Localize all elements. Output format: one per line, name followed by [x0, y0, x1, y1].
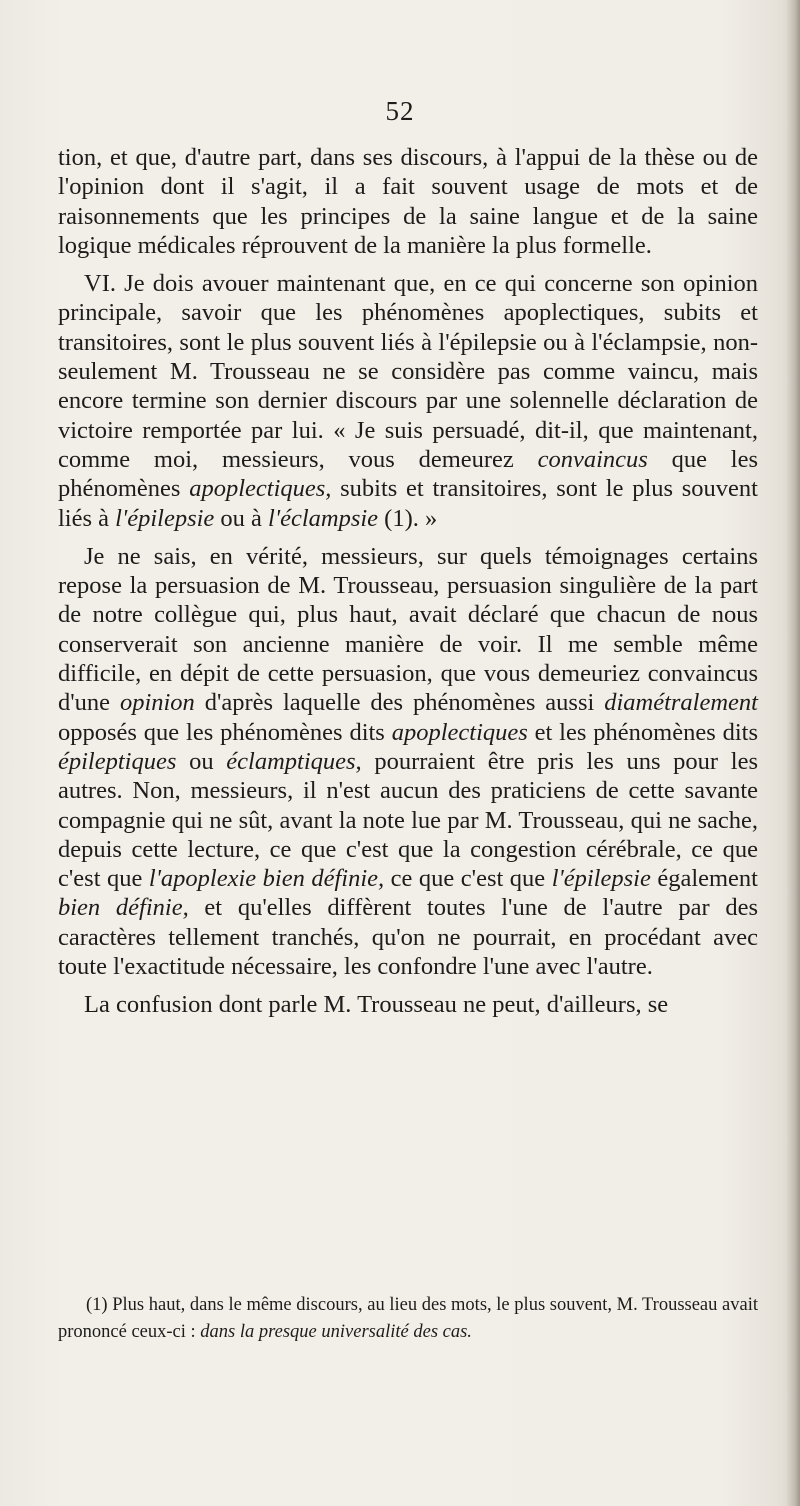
italic-run: l'apoplexie bien définie,: [148, 865, 385, 893]
italic-run: opinion: [119, 689, 195, 717]
page-number: 52: [385, 96, 415, 126]
italic-run: diamétralement: [604, 689, 758, 717]
body-text: [58, 143, 758, 1020]
italic-run: l'éclampsie: [268, 504, 379, 532]
italic-run: apoplectiques: [391, 718, 528, 746]
footnote: [58, 1292, 758, 1346]
paragraph-4: [58, 990, 758, 1019]
text-run: pourraient être pris les uns pour les autres. Non, messieurs, il n'est aucun des praticiens de cette savante compagnie qui ne sût, avant la note lue par M. Trousseau, qui ne sache, depuis cette lecture, ce que c'est que la congestion cérébrale, ce que c'est que: [58, 747, 758, 893]
page-edge-shadow: [786, 0, 800, 1506]
italic-run: bien définie,: [58, 894, 189, 922]
paragraph-1: [58, 143, 758, 260]
italic-run: éclamptiques,: [226, 747, 362, 775]
paragraph-2: [58, 269, 758, 533]
paragraph-3: [58, 542, 758, 981]
italic-run: dans la presque universalité des cas.: [200, 1322, 472, 1342]
text-run: ce que c'est que: [384, 865, 552, 893]
text-run: VI. Je dois avouer maintenant que, en ce qui concerne son opinion principale, savoir que les phénomènes apoplectiques, subits et transitoires, sont le plus souvent liés à l'épilepsie ou à l'éclampsie, non-seulement M. Trousseau ne se considère pas comme vaincu, mais encore termine son dernier discours par une solennelle déclaration de victoire remportée par lui. « Je suis persuadé, dit-il, que maintenant, comme moi, messieurs, vous demeurez: [58, 270, 758, 473]
text-run: tion, et que, d'autre part, dans ses discours, à l'appui de la thèse ou de l'opinion dont il s'agit, il a fait souvent usage de mots et de raisonnements que les principes de la saine langue et de la saine logique médicales réprouvent de la manière la plus formelle.: [58, 144, 758, 259]
text-run: subits et transitoires, sont le plus souvent liés à: [58, 475, 758, 532]
italic-run: apoplectiques,: [189, 475, 332, 503]
text-run: (1). »: [378, 504, 438, 532]
text-run: ou: [176, 747, 227, 775]
text-run: opposés que les phénomènes dits: [58, 718, 392, 746]
text-run: que les phénomènes: [58, 445, 758, 503]
italic-run: épileptiques: [58, 747, 177, 775]
italic-run: convaincus: [537, 445, 648, 473]
footnote-text: [58, 1292, 758, 1346]
text-run: (1) Plus haut, dans le même discours, au lieu des mots, le plus souvent, M. Trousseau avait prononcé ceux-ci :: [58, 1295, 758, 1342]
text-run: La confusion dont parle M. Trousseau ne peut, d'ailleurs, se: [84, 991, 669, 1019]
text-run: également: [650, 865, 758, 893]
italic-run: l'épilepsie: [115, 504, 215, 532]
italic-run: l'épilepsie: [551, 865, 651, 893]
text-run: et qu'elles diffèrent toutes l'une de l'autre par des caractères tellement tranchés, qu'on ne pourrait, en procédant avec toute l'exactitude nécessaire, les confondre l'une avec l'autre.: [58, 894, 758, 981]
text-run: et les phénomènes dits: [527, 718, 758, 746]
text-run: d'après laquelle des phénomènes aussi: [194, 689, 605, 717]
text-run: ou à: [214, 504, 269, 532]
text-run: Je ne sais, en vérité, messieurs, sur quels témoignages certains repose la persuasion de M. Trousseau, persuasion singulière de la part de notre collègue qui, plus haut, avait déclaré que chacun de nous conserverait son ancienne manière de voir. Il me semble même difficile, en dépit de cette persuasion, que vous demeuriez convaincus d'une: [58, 542, 758, 717]
